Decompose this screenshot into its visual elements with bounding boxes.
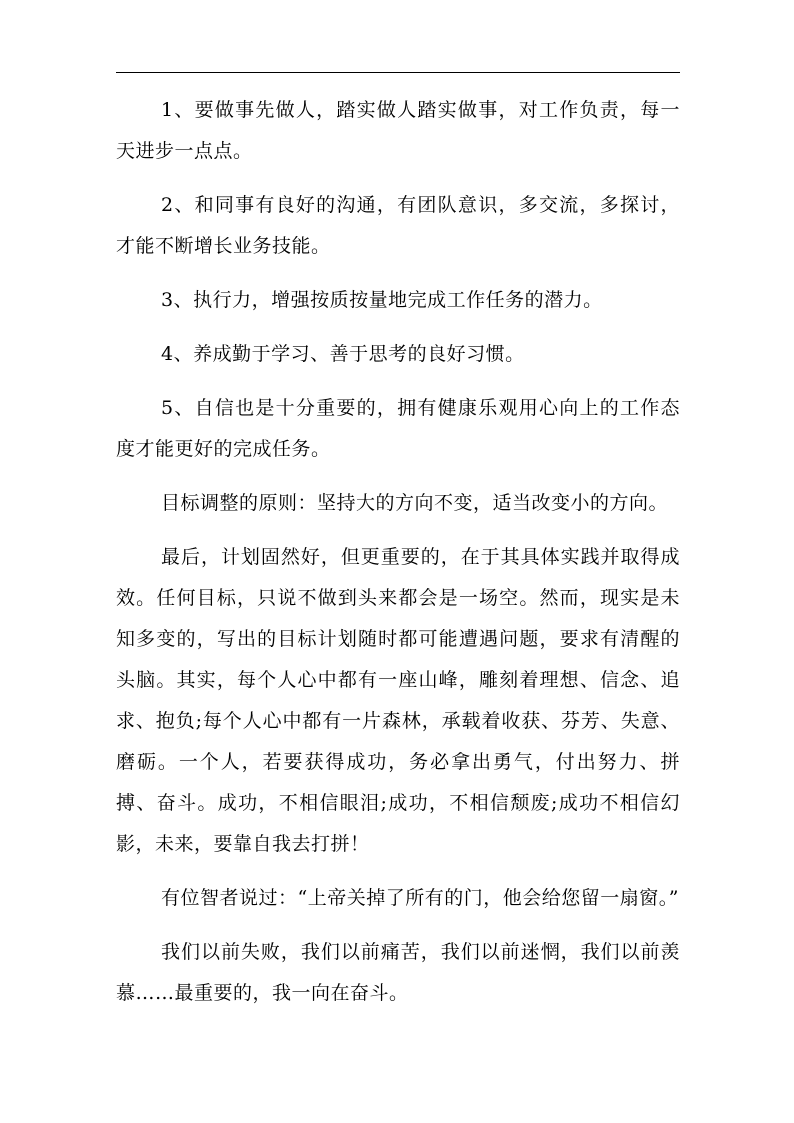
paragraph-goal-2: 2、和同事有良好的沟通，有团队意识，多交流，多探讨，才能不断增长业务技能。 [116, 194, 680, 257]
paragraph-goal-1: 1、要做事先做人，踏实做人踏实做事，对工作负责，每一天进步一点点。 [116, 99, 680, 162]
document-body [116, 90, 680, 1027]
paragraph-closing: 我们以前失败，我们以前痛苦，我们以前迷惘，我们以前羡慕……最重要的，我一向在奋斗。 [116, 941, 680, 1004]
paragraph-quote: 有位智者说过：“上帝关掉了所有的门，他会给您留一扇窗。” [161, 887, 679, 909]
paragraph-conclusion: 最后，计划固然好，但更重要的，在于其具体实践并取得成效。任何目标，只说不做到头来都会是一场空。然而，现实是未知多变的，写出的目标计划随时都可能遭遇问题，要求有清醒的头脑。其实，每个人心中都有一座山峰，雕刻着理想、信念、追求、抱负;每个人心中都有一片森林，承载着收获、芬芳、失意、磨砺。一个人，若要获得成功，务必拿出勇气，付出努力、拼搏、奋斗。成功，不相信眼泪;成功，不相信颓废;成功不相信幻影，未来，要靠自我去打拼！ [116, 546, 680, 855]
paragraph-adjustment-principle: 目标调整的原则：坚持大的方向不变，适当改变小的方向。 [161, 492, 669, 514]
header-rule [116, 72, 680, 73]
paragraph-goal-4: 4、养成勤于学习、善于思考的良好习惯。 [161, 343, 525, 365]
paragraph-goal-3: 3、执行力，增强按质按量地完成工作任务的潜力。 [161, 289, 603, 311]
paragraph-goal-5: 5、自信也是十分重要的，拥有健康乐观用心向上的工作态度才能更好的完成任务。 [116, 397, 680, 460]
